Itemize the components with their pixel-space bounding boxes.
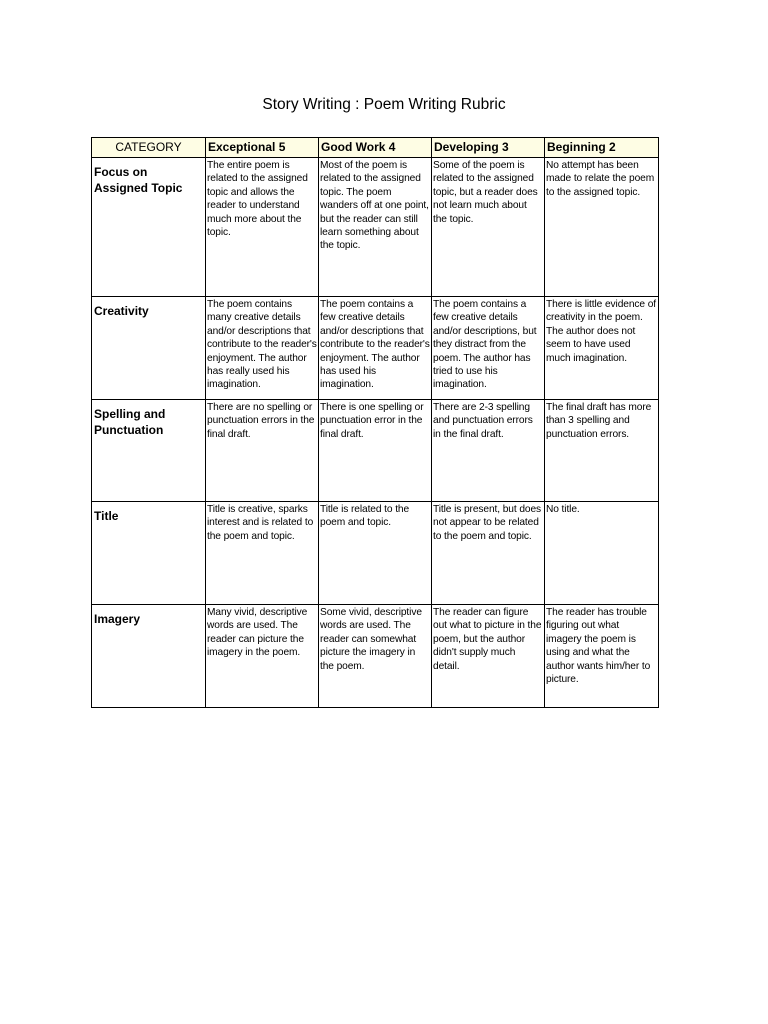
column-header-exceptional: Exceptional 5 bbox=[206, 138, 319, 158]
table-row bbox=[92, 400, 659, 502]
table-cell: There are 2-3 spelling and punctuation errors in the final draft. bbox=[432, 400, 545, 502]
table-row bbox=[92, 605, 659, 708]
table-cell: There is one spelling or punctuation error in the final draft. bbox=[319, 400, 432, 502]
table-cell: Some of the poem is related to the assigned topic, but a reader does not learn much about the topic. bbox=[432, 158, 545, 297]
column-header-good-work: Good Work 4 bbox=[319, 138, 432, 158]
page-title: Story Writing : Poem Writing Rubric bbox=[262, 96, 506, 113]
category-creativity: Creativity bbox=[92, 297, 206, 400]
table-cell: No attempt has been made to relate the poem to the assigned topic. bbox=[545, 158, 659, 297]
category-title: Title bbox=[92, 502, 206, 605]
table-cell: The reader has trouble figuring out what imagery the poem is using and what the author wants him/her to picture. bbox=[545, 605, 659, 708]
table-cell: Many vivid, descriptive words are used. The reader can picture the imagery in the poem. bbox=[206, 605, 319, 708]
table-cell: The entire poem is related to the assigned topic and allows the reader to understand much more about the topic. bbox=[206, 158, 319, 297]
table-cell: There are no spelling or punctuation errors in the final draft. bbox=[206, 400, 319, 502]
table-cell: The reader can figure out what to picture in the poem, but the author didn't supply much detail. bbox=[432, 605, 545, 708]
table-row bbox=[92, 502, 659, 605]
column-header-beginning: Beginning 2 bbox=[545, 138, 659, 158]
table-cell: Title is creative, sparks interest and is related to the poem and topic. bbox=[206, 502, 319, 605]
category-spelling-and-punctuation: Spelling and Punctuation bbox=[92, 400, 206, 502]
table-cell: There is little evidence of creativity in the poem. The author does not seem to have used much imagination. bbox=[545, 297, 659, 400]
column-header-category: CATEGORY bbox=[92, 138, 206, 158]
table-cell: Title is present, but does not appear to be related to the poem and topic. bbox=[432, 502, 545, 605]
table-cell: Most of the poem is related to the assigned topic. The poem wanders off at one point, but the reader can still learn something about the topic. bbox=[319, 158, 432, 297]
table-cell: No title. bbox=[545, 502, 659, 605]
table-cell: The poem contains many creative details and/or descriptions that contribute to the reader's enjoyment. The author has really used his imagination. bbox=[206, 297, 319, 400]
rubric-table bbox=[91, 137, 659, 708]
column-header-developing: Developing 3 bbox=[432, 138, 545, 158]
table-cell: Title is related to the poem and topic. bbox=[319, 502, 432, 605]
table-cell: The final draft has more than 3 spelling and punctuation errors. bbox=[545, 400, 659, 502]
table-row bbox=[92, 297, 659, 400]
table-cell: Some vivid, descriptive words are used. The reader can somewhat picture the imagery in the poem. bbox=[319, 605, 432, 708]
table-row bbox=[92, 158, 659, 297]
table-cell: The poem contains a few creative details and/or descriptions, but they distract from the poem. The author has tried to use his imagination. bbox=[432, 297, 545, 400]
table-cell: The poem contains a few creative details and/or descriptions that contribute to the reader's enjoyment. The author has used his imagination. bbox=[319, 297, 432, 400]
header-row bbox=[92, 138, 659, 158]
category-focus-on-assigned-topic: Focus on Assigned Topic bbox=[92, 158, 206, 297]
category-imagery: Imagery bbox=[92, 605, 206, 708]
